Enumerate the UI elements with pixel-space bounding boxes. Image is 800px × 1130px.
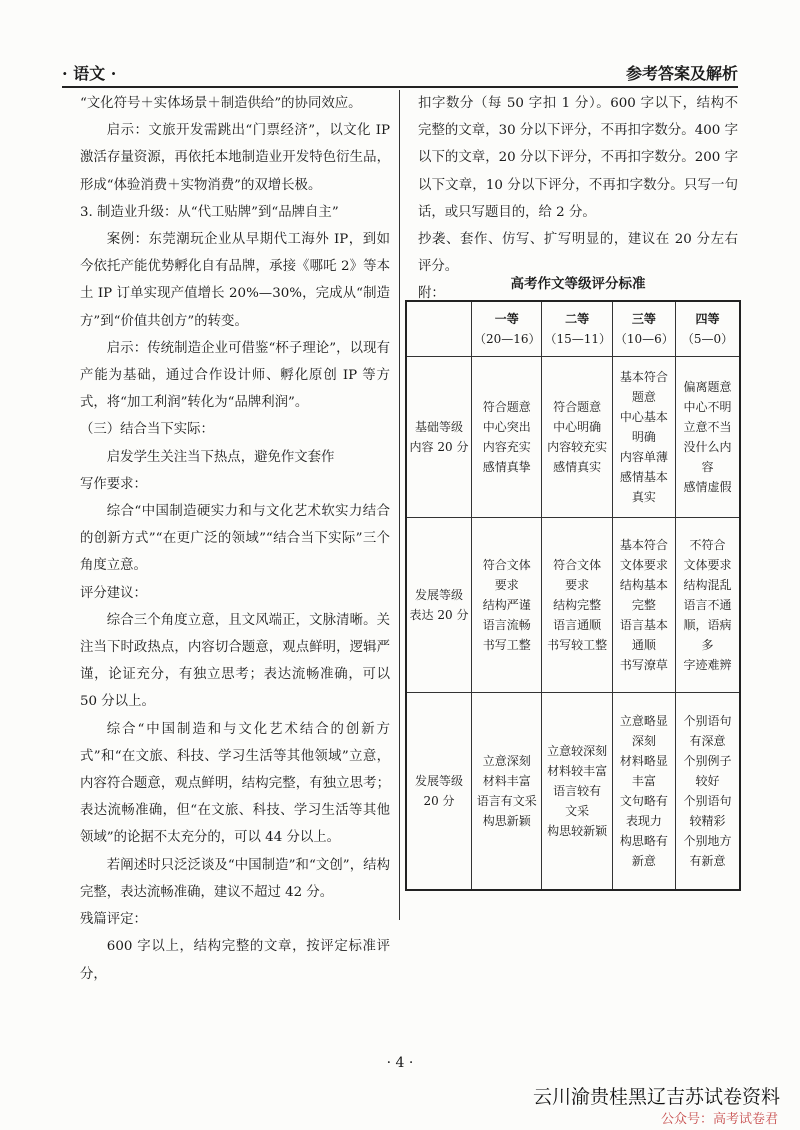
- row-label-cell: [406, 357, 472, 518]
- criteria-line: 立意深刻: [482, 754, 531, 768]
- paragraph: 残篇评定：: [80, 912, 147, 928]
- criteria-line: 感情真实: [553, 460, 602, 474]
- table-title: 高考作文等级评分标准: [510, 276, 646, 292]
- criteria-line: 个别语句: [683, 794, 732, 808]
- criteria-cell: [472, 693, 542, 891]
- criteria-line: 符合题意: [482, 400, 531, 414]
- criteria-line: 符合文体: [553, 558, 602, 572]
- criteria-cell: [472, 518, 542, 693]
- criteria-line: 结构完整: [553, 598, 602, 612]
- paragraph: 抄袭、套作、仿写、扩写明显的，建议在 20 分左右评分。: [418, 232, 738, 275]
- criteria-line: 书写较工整: [547, 638, 608, 652]
- criteria-line: 表现力: [625, 814, 662, 828]
- paragraph: 综合“中国制造硬实力和与文化艺术软实力结合的创新方式”“在更广泛的领域”“结合当下实际”三个角度立意。: [80, 504, 390, 574]
- paragraph: 写作要求：: [80, 476, 147, 492]
- criteria-line: 立意不当: [683, 420, 732, 434]
- row-label-line: 发展等级: [414, 588, 463, 602]
- row-label-cell: [406, 518, 472, 693]
- criteria-line: 感情真挚: [482, 460, 531, 474]
- grading-table: [405, 300, 741, 891]
- table-header-cell: [472, 301, 542, 357]
- paragraph: 600 字以上，结构完整的文章，按评定标准评分，: [80, 939, 390, 982]
- criteria-line: 符合题意: [553, 400, 602, 414]
- criteria-line: 语言不通: [683, 598, 732, 612]
- paragraph: 综合三个角度立意，且文风端正，文脉清晰。关注当下时政热点，内容切合题意，观点鲜明，逻辑严谨，论证充分，有独立思考；表达流畅准确，可以 50 分以上。: [80, 612, 390, 710]
- criteria-line: 题意: [631, 390, 656, 404]
- criteria-line: 语言基本: [619, 618, 668, 632]
- criteria-line: 语言通顺: [553, 618, 602, 632]
- grade-name: 二等: [565, 312, 590, 326]
- table-header-cell: [612, 301, 675, 357]
- criteria-line: 基本符合: [619, 370, 668, 384]
- criteria-line: 通顺: [631, 638, 656, 652]
- criteria-line: 内容单薄: [619, 450, 668, 464]
- criteria-line: 有深意: [689, 734, 726, 748]
- table-row: [406, 357, 740, 518]
- criteria-line: 不符合: [689, 538, 726, 552]
- section-title: 参考答案及解析: [625, 64, 738, 83]
- paragraph: 案例：东莞潮玩企业从早期代工海外 IP，到如今依托产能优势孵化自有品牌，承接《哪吒 2》等本土 IP 订单实现产值增长 20%—30%，完成从“制造方”到“价值共创方”的转变。: [80, 232, 390, 329]
- criteria-line: 立意较深刻: [547, 744, 608, 758]
- criteria-line: 内容较充实: [547, 440, 608, 454]
- criteria-line: 文体要求: [683, 558, 732, 572]
- row-label-cell: [406, 693, 472, 891]
- paragraph: 综合“中国制造和与文化艺术结合的创新方式”和“在文旅、科技、学习生活等其他领域”立意，内容符合题意，观点鲜明，结构完整，有独立思考；表达流畅准确，但“在文旅、科技、学习生活等其他领域”的论据不太充分的，可以 44 分以上。: [80, 721, 390, 846]
- watermark-text: 云川渝贵桂黑辽吉苏试卷资料: [532, 1086, 780, 1108]
- criteria-line: 有新意: [689, 854, 726, 868]
- row-label-line: 20 分: [423, 794, 455, 808]
- paragraph: 3. 制造业升级：从“代工贴牌”到“品牌自主”: [80, 204, 339, 220]
- grade-range: （15—11）: [544, 332, 611, 346]
- criteria-line: 材料丰富: [482, 774, 531, 788]
- criteria-line: 个别语句: [683, 714, 732, 728]
- criteria-line: 文采: [565, 804, 590, 818]
- criteria-line: 字迹难辨: [683, 658, 732, 672]
- criteria-line: 要求: [565, 578, 590, 592]
- grade-range: （20—16）: [474, 332, 541, 346]
- grade-range: （10—6）: [614, 332, 674, 346]
- criteria-line: 较好: [695, 774, 720, 788]
- table-header-cell: [542, 301, 612, 357]
- criteria-line: 基本符合: [619, 538, 668, 552]
- row-label-line: 基础等级: [414, 420, 463, 434]
- criteria-cell: [542, 357, 612, 518]
- page-header: [62, 58, 738, 88]
- criteria-line: 内容充实: [482, 440, 531, 454]
- criteria-line: 新意: [631, 854, 656, 868]
- criteria-line: 结构严谨: [482, 598, 531, 612]
- criteria-line: 语言流畅: [482, 618, 531, 632]
- criteria-cell: [675, 357, 740, 518]
- criteria-cell: [542, 693, 612, 891]
- watermark-subtext: 公众号：高考试卷君: [660, 1112, 778, 1127]
- criteria-line: 深刻: [631, 734, 656, 748]
- criteria-line: 顺，语病多: [683, 618, 732, 652]
- criteria-line: 偏离题意: [683, 380, 732, 394]
- criteria-cell: [472, 357, 542, 518]
- grade-name: 三等: [631, 312, 656, 326]
- grade-name: 四等: [695, 312, 720, 326]
- criteria-line: 符合文体: [482, 558, 531, 572]
- criteria-line: 中心不明: [683, 400, 732, 414]
- criteria-cell: [612, 518, 675, 693]
- criteria-line: 书写工整: [482, 638, 531, 652]
- table-header-cell: [406, 301, 472, 357]
- criteria-line: 中心基本: [619, 410, 668, 424]
- criteria-line: 材料略显: [619, 754, 668, 768]
- criteria-line: 构思略有: [619, 834, 668, 848]
- criteria-cell: [542, 518, 612, 693]
- criteria-line: 完整: [631, 598, 656, 612]
- criteria-cell: [612, 693, 675, 891]
- subject-label: · 语文 ·: [62, 64, 117, 83]
- paragraph: 若阐述时只泛泛谈及“中国制造”和“文创”，结构完整，表达流畅准确，建议不超过 42 分。: [80, 857, 390, 900]
- criteria-line: 构思较新颖: [547, 824, 608, 838]
- criteria-cell: [675, 518, 740, 693]
- paragraph: 启示：文旅开发需跳出“门票经济”，以文化 IP 激活存量资源，再依托本地制造业开发特色衍生品，形成“体验消费＋实物消费”的双增长极。: [80, 123, 390, 193]
- criteria-line: 文句略有: [619, 794, 668, 808]
- criteria-line: 书写潦草: [619, 658, 668, 672]
- criteria-line: 语言有文采: [476, 794, 537, 808]
- criteria-line: 较精彩: [689, 814, 726, 828]
- column-divider: [399, 90, 400, 920]
- criteria-line: 中心突出: [482, 420, 531, 434]
- criteria-line: 结构基本: [619, 578, 668, 592]
- criteria-cell: [675, 693, 740, 891]
- criteria-line: 个别例子: [683, 754, 732, 768]
- left-column: [80, 90, 390, 988]
- grade-range: （5—0）: [681, 332, 734, 346]
- criteria-line: 要求: [494, 578, 519, 592]
- criteria-line: 没什么内容: [683, 440, 732, 474]
- table-header-cell: [675, 301, 740, 357]
- criteria-line: 文体要求: [619, 558, 668, 572]
- criteria-cell: [612, 357, 675, 518]
- row-label-line: 内容 20 分: [409, 440, 469, 454]
- criteria-line: 感情基本: [619, 470, 668, 484]
- row-label-line: 发展等级: [414, 774, 463, 788]
- criteria-line: 个别地方: [683, 834, 732, 848]
- page-number: · 4 ·: [386, 1055, 414, 1071]
- table-row: [406, 693, 740, 891]
- grade-name: 一等: [494, 312, 519, 326]
- paragraph: （三）结合当下实际：: [80, 422, 214, 438]
- criteria-line: 语言较有: [553, 784, 602, 798]
- criteria-line: 立意略显: [619, 714, 668, 728]
- criteria-line: 结构混乱: [683, 578, 732, 592]
- criteria-line: 构思新颖: [482, 814, 531, 828]
- criteria-line: 明确: [631, 430, 656, 444]
- criteria-line: 感情虚假: [683, 480, 732, 494]
- paragraph: 启示：传统制造企业可借鉴“杯子理论”，以现有产能为基础，通过合作设计师、孵化原创 IP 等方式，将“加工利润”转化为“品牌利润”。: [80, 340, 390, 411]
- criteria-line: 丰富: [631, 774, 656, 788]
- criteria-line: 中心明确: [553, 420, 602, 434]
- paragraph: 评分建议：: [80, 585, 147, 601]
- table-row: [406, 518, 740, 693]
- criteria-line: 材料较丰富: [547, 764, 608, 778]
- row-label-line: 表达 20 分: [409, 608, 469, 622]
- paragraph: 附：: [418, 286, 445, 302]
- paragraph: 启发学生关注当下热点，避免作文套作: [106, 449, 335, 465]
- paragraph: 扣字数分（每 50 字扣 1 分）。600 字以下，结构不完整的文章，30 分以下评分，不再扣字数分。400 字以下的文章，20 分以下评分，不再扣字数分。200 字以下文章，10 分以下评分，不再扣字数分。只写一句话，或只写题目的，给 2 分。: [418, 96, 738, 220]
- criteria-line: 真实: [631, 490, 656, 504]
- paragraph: “文化符号＋实体场景＋制造供给”的协同效应。: [80, 96, 362, 111]
